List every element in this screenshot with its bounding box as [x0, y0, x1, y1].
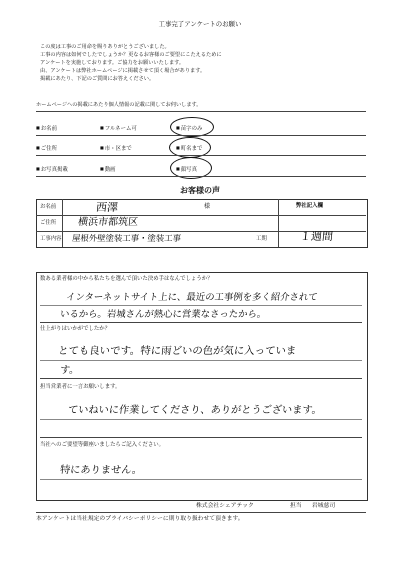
intro-line-1: この度は工事のご用命を賜りありがとうございました。: [40, 44, 170, 50]
company-name: 株式会社シェアテック: [196, 503, 254, 509]
staff-label: 担当: [290, 503, 302, 509]
answer-4-line-1: 特にありません。: [59, 465, 143, 476]
answer-2-line-1: とても良いです。特に雨どいの色が気に入っていま: [57, 345, 297, 357]
work-value: 屋根外壁塗装工事・塗装工事: [71, 233, 182, 243]
consent-option-fullname[interactable]: ■ フルネーム可: [100, 124, 137, 133]
address-label: ご住所: [40, 220, 57, 226]
answer-2-line-2: す。: [59, 365, 80, 376]
page-title: 工事完了アンケートのお願い: [158, 20, 242, 28]
question-1: 数ある業者様の中から私たちを選んで頂いた決め手はなんでしょうか？: [40, 276, 213, 282]
intro-line-4: 由、アンケートは弊社ホームページに掲載させて頂く場合があります。: [40, 68, 206, 74]
staff-name: 岩城慈司: [312, 503, 336, 509]
consent-label-photo: ■ お写真掲載: [36, 165, 68, 174]
honorific: 様: [204, 203, 211, 210]
customer-voice-heading: お客様の声: [180, 186, 220, 195]
name-label: お名前: [40, 204, 57, 210]
intro-line-2: 工事の内容は如何でしたでしょうか？更なるお客様のご要望にこたえるために: [40, 52, 222, 58]
consent-label-name: ■ お名前: [36, 124, 57, 133]
consent-label-address: ■ ご住所: [36, 144, 57, 153]
question-4: 当社へのご要望等御座いましたらご記入ください。: [40, 442, 164, 448]
consent-option-surname-only[interactable]: ■ 苗字のみ: [176, 124, 202, 133]
consent-heading: ホームページへの掲載にあたり個人情報の記載に関してお伺いします。: [36, 102, 202, 108]
privacy-note: 本アンケートは当社規定のプライバシーポリシーに則り取り扱わせて頂きます。: [36, 516, 244, 522]
intro-line-5: 掲載にあたり、下記のご質問にお答えください。: [40, 76, 155, 82]
period-label: 工期: [256, 236, 267, 242]
consent-option-city[interactable]: ■ 市・区まで: [100, 144, 132, 153]
answer-1-line-2: いるから。岩城さんが熱心に営業なさったから。: [59, 309, 267, 320]
selected-circle-mark: [170, 117, 214, 137]
work-label: 工事内容: [40, 236, 62, 242]
address-value: 横浜市都筑区: [77, 217, 139, 228]
company-use-label: 弊社記入欄: [296, 203, 323, 209]
consent-option-face-photo[interactable]: ■ 顔写真: [176, 165, 197, 174]
question-2: 仕上がりはいかがでしたか？: [40, 326, 111, 332]
consent-option-video[interactable]: ■ 動画: [100, 165, 116, 174]
intro-line-3: アンケートを実施しております。ご協力をお願いいたします。: [40, 60, 185, 66]
question-3: 担当営業者に一言お願いします。: [40, 384, 121, 390]
answer-1-line-1: インターネットサイト上に、最近の工事例を多く紹介されて: [65, 292, 319, 303]
name-value: 西澤: [95, 201, 119, 214]
consent-option-town[interactable]: ■ 町名まで: [176, 144, 202, 153]
answer-3-line-1: ていねいに作業してくださり、ありがとうございます。: [67, 405, 323, 416]
period-value: １週間: [299, 230, 334, 243]
